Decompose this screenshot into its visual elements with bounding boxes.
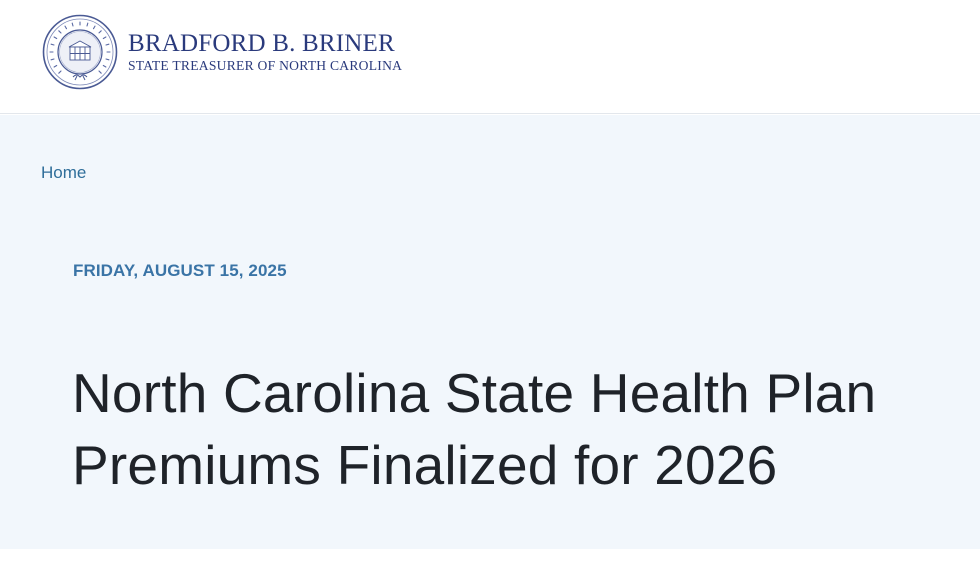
nc-treasury-seal-icon <box>42 14 118 90</box>
breadcrumb-item <box>41 163 86 183</box>
brand-subtitle: STATE TREASURER OF NORTH CAROLINA <box>128 58 403 73</box>
home-logo-link[interactable] <box>42 14 402 90</box>
brand-name: BRADFORD B. BRINER <box>128 30 395 57</box>
article-date: FRIDAY, AUGUST 15, 2025 <box>73 261 287 280</box>
breadcrumb-home-link[interactable]: Home <box>41 163 87 182</box>
breadcrumb-list <box>41 163 86 183</box>
article-hero <box>0 115 980 549</box>
brand-text <box>128 31 402 73</box>
site-header <box>0 0 980 114</box>
article-title: North Carolina State Health Plan Premiums Finalized for 2026 <box>72 362 877 496</box>
